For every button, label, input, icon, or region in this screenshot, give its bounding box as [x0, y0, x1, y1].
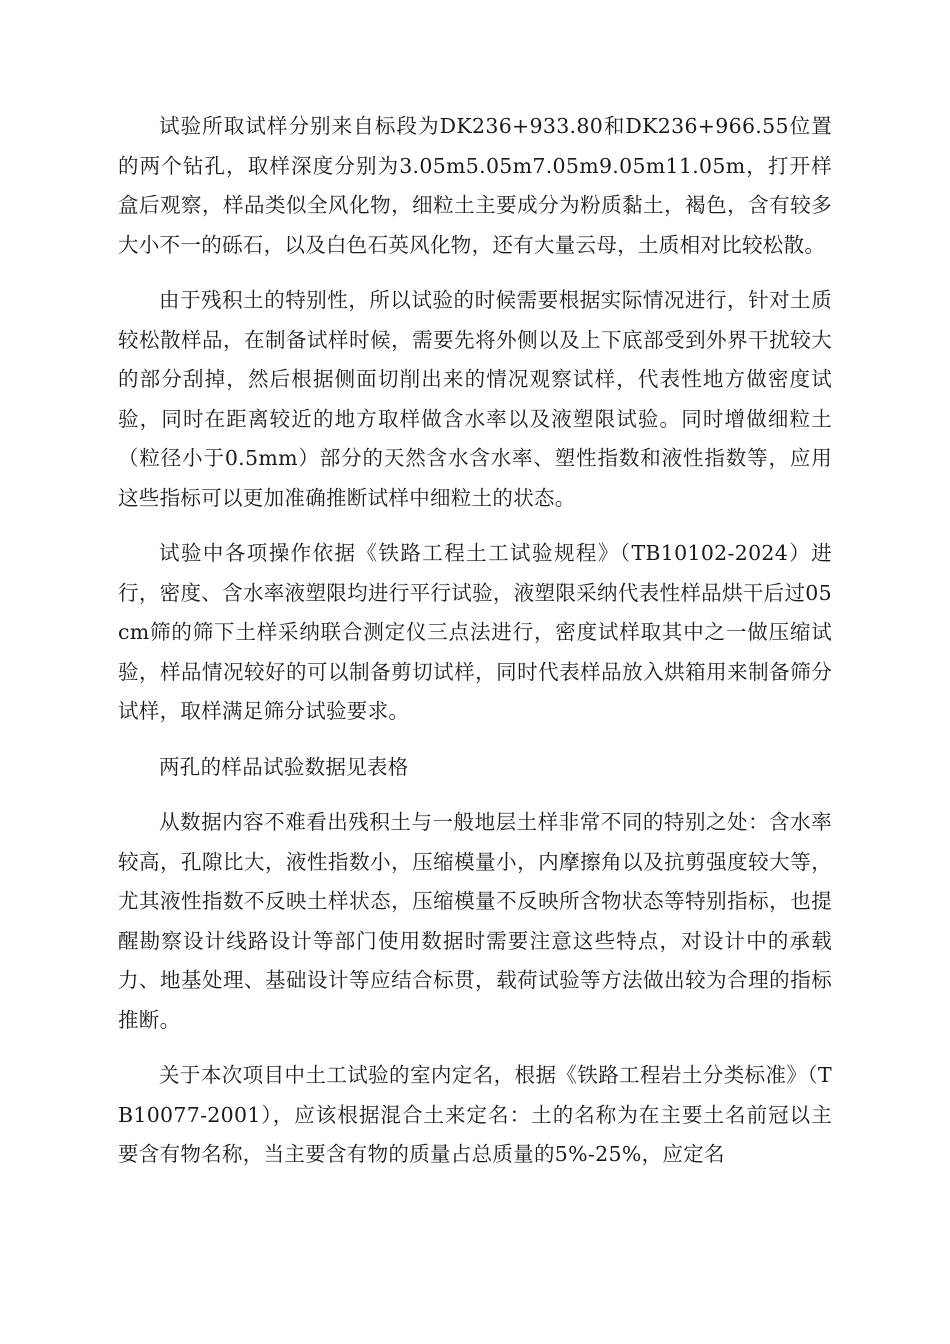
- paragraph-preparation: 由于残积土的特别性，所以试验的时候需要根据实际情况进行，针对土质较松散样品，在制备试样时候，需要先将外侧以及上下底部受到外界干扰较大的部分刮掉，然后根据侧面切削出来的情况观察试样，代表性地方做密度试验，同时在距离较近的地方取样做含水率以及液塑限试验。同时增做细粒土（粒径小于0.5mm）部分的天然含水含水率、塑性指数和液性指数等，应用这些指标可以更加准确推断试样中细粒土的状态。: [118, 288, 832, 510]
- paragraph-table-reference: 两孔的样品试验数据见表格: [159, 754, 409, 779]
- paragraph-classification: 关于本次项目中土工试验的室内定名，根据《铁路工程岩土分类标准》（TB10077-2001），应该根据混合土来定名：土的名称为在主要土名前冠以主要含有物名称，当主要含有物的质量占总质量的5%-25%，应定名: [118, 1063, 832, 1166]
- document-body: [118, 107, 832, 1191]
- paragraph-standards: 试验中各项操作依据《铁路工程土工试验规程》（TB10102-2024）进行，密度、含水率液塑限均进行平行试验，液塑限采纳代表性样品烘干后过05cm筛的筛下土样采纳联合测定仪三点法进行，密度试样取其中之一做压缩试验，样品情况较好的可以制备剪切试样，同时代表样品放入烘箱用来制备筛分试样，取样满足筛分试验要求。: [118, 541, 832, 723]
- paragraph-sampling: 试验所取试样分别来自标段为DK236+933.80和DK236+966.55位置的两个钻孔，取样深度分别为3.05m5.05m7.05m9.05m11.05m，打开样盒后观察，样品类似全风化物，细粒土主要成分为粉质黏土，褐色，含有较多大小不一的砾石，以及白色石英风化物，还有大量云母，土质相对比较松散。: [118, 114, 832, 257]
- paragraph-findings: 从数据内容不难看出残积土与一般地层土样非常不同的特别之处：含水率较高，孔隙比大，液性指数小，压缩模量小，内摩擦角以及抗剪强度较大等，尤其液性指数不反映土样状态，压缩模量不反映所含物状态等特别指标，也提醒勘察设计线路设计等部门使用数据时需要注意这些特点，对设计中的承载力、地基处理、基础设计等应结合标贯，载荷试验等方法做出较为合理的指标推断。: [118, 810, 832, 1032]
